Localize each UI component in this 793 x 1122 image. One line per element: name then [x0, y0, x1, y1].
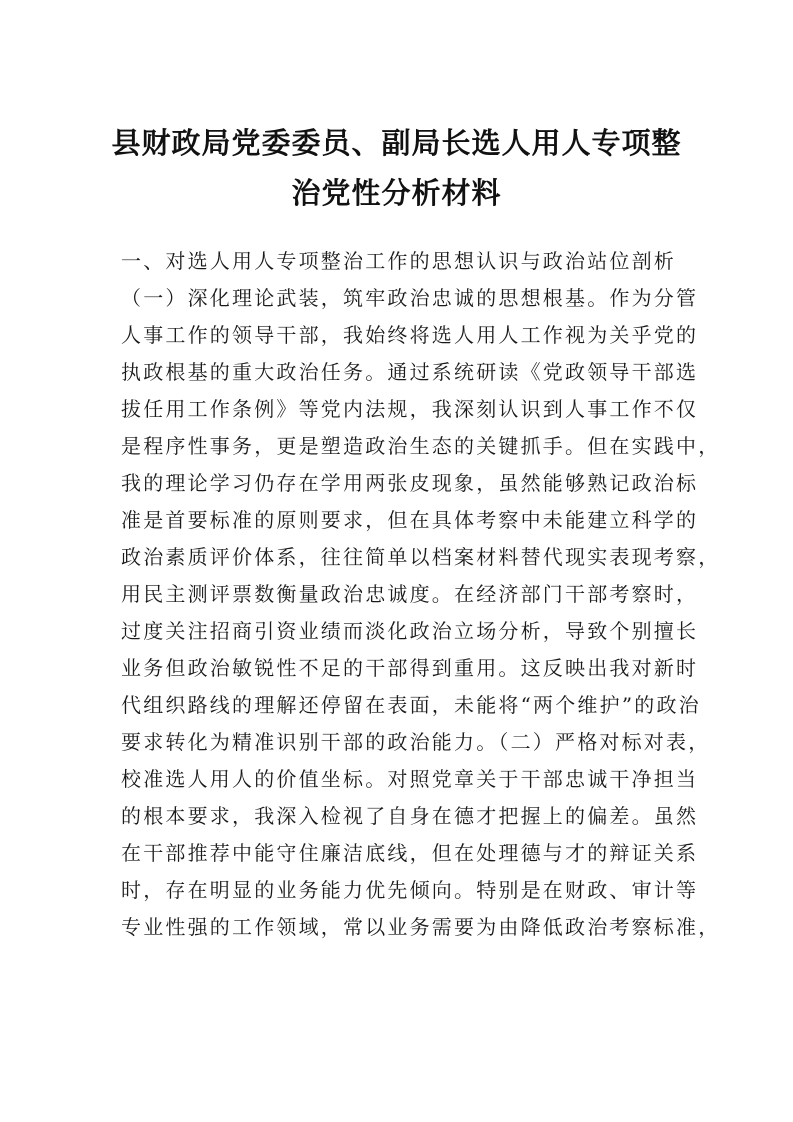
- body-line-19: 专业性强的工作领域，常以业务需要为由降低政治考察标准，: [121, 915, 721, 939]
- body-line-6: 是程序性事务，更是塑造政治生态的关键抓手。但在实践中，: [121, 434, 721, 458]
- body-line-17: 在干部推荐中能守住廉洁底线，但在处理德与才的辩证关系: [121, 841, 699, 865]
- body-line-5: 拔任用工作条例》等党内法规，我深刻认识到人事工作不仅: [121, 397, 699, 421]
- body-line-12: 业务但政治敏锐性不足的干部得到重用。这反映出我对新时: [121, 656, 699, 680]
- body-line-7: 我的理论学习仍存在学用两张皮现象，虽然能够熟记政治标: [121, 471, 699, 495]
- body-line-14: 要求转化为精准识别干部的政治能力。（二）严格对标对表，: [121, 730, 711, 754]
- title-line-2: 治党性分析材料: [291, 176, 502, 210]
- document-title: [100, 118, 693, 218]
- body-line-3: 人事工作的领导干部，我始终将选人用人工作视为关乎党的: [121, 323, 699, 347]
- title-line-1: 县财政局党委委员、副局长选人用人专项整: [111, 126, 682, 160]
- body-line-10: 用民主测评票数衡量政治忠诚度。在经济部门干部考察时，: [121, 582, 699, 606]
- body-line-4: 执政根基的重大政治任务。通过系统研读《党政领导干部选: [121, 360, 699, 384]
- body-line-1: 一、对选人用人专项整治工作的思想认识与政治站位剖析: [121, 249, 676, 273]
- body-line-9: 政治素质评价体系，往往简单以档案材料替代现实表现考察，: [121, 545, 721, 569]
- body-line-11: 过度关注招商引资业绩而淡化政治立场分析，导致个别擅长: [121, 619, 699, 643]
- body-line-16: 的根本要求，我深入检视了自身在德才把握上的偏差。虽然: [121, 804, 699, 828]
- body-line-18: 时，存在明显的业务能力优先倾向。特别是在财政、审计等: [121, 878, 699, 902]
- document-body: [121, 243, 721, 946]
- body-line-13: 代组织路线的理解还停留在表面，未能将“两个维护”的政治: [121, 693, 701, 717]
- body-line-2: （一）深化理论武装，筑牢政治忠诚的思想根基。作为分管: [121, 286, 699, 310]
- body-line-15: 校准选人用人的价值坐标。对照党章关于干部忠诚干净担当: [121, 767, 699, 791]
- body-line-8: 准是首要标准的原则要求，但在具体考察中未能建立科学的: [121, 508, 699, 532]
